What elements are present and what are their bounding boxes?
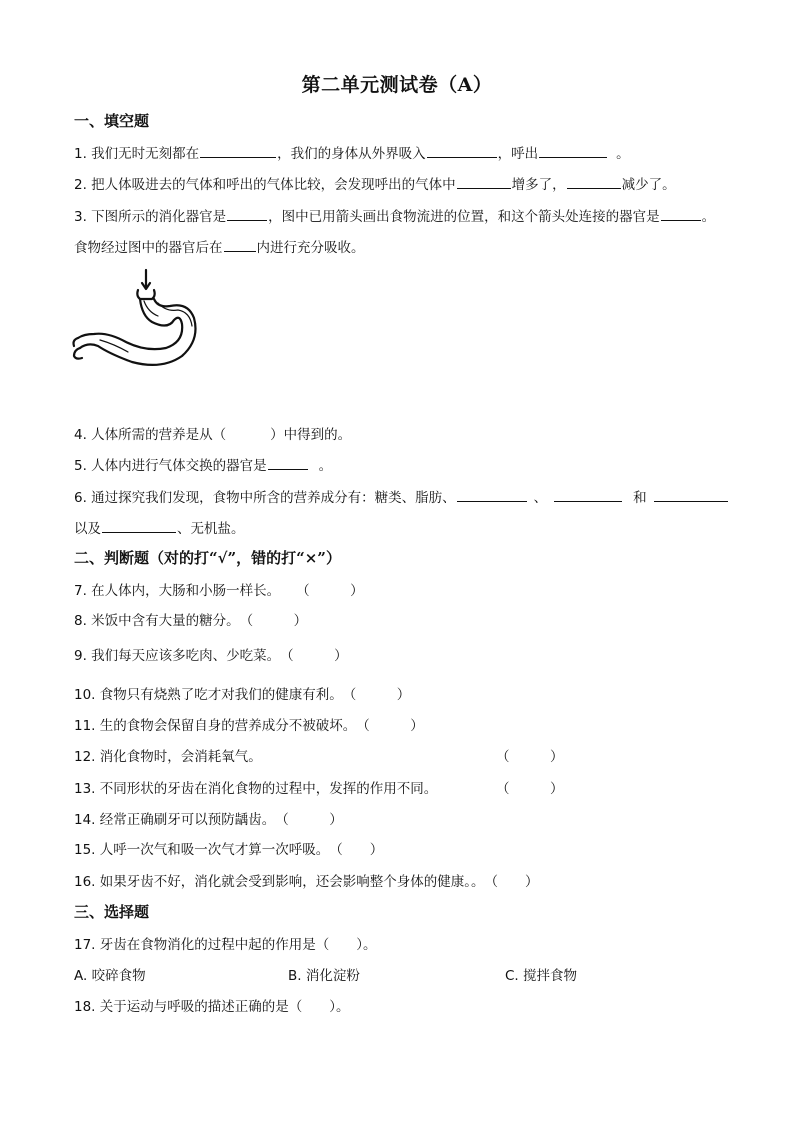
question-12	[74, 745, 564, 765]
question-text: 13. 不同形状的牙齿在消化食物的过程中，发挥的作用不同。	[74, 781, 438, 797]
question-text: 。	[318, 458, 333, 474]
stomach-illustration	[70, 268, 200, 378]
answer-blank[interactable]	[654, 487, 728, 502]
answer-blank[interactable]	[227, 206, 267, 221]
answer-blank[interactable]	[427, 143, 497, 158]
answer-paren[interactable]: （ ）	[496, 749, 564, 765]
answer-paren[interactable]: （ ）	[496, 781, 564, 797]
answer-paren[interactable]: （ ）	[329, 842, 384, 858]
answer-blank[interactable]	[102, 518, 176, 533]
answer-blank[interactable]	[200, 143, 276, 158]
question-text: 和	[633, 490, 647, 506]
question-16	[74, 870, 539, 890]
question-text: 食物经过图中的器官后在	[74, 240, 223, 256]
answer-blank[interactable]	[224, 237, 256, 252]
question-2	[74, 173, 676, 193]
option-c[interactable]: C. 搅拌食物	[505, 968, 578, 984]
question-text: 9. 我们每天应该多吃肉、少吃菜。	[74, 648, 281, 664]
question-text: 以及	[74, 521, 101, 537]
question-text: 2. 把人体吸进去的气体和呼出的气体比较，会发现呼出的气体中	[74, 177, 456, 193]
question-text: 减少了。	[621, 177, 676, 193]
question-13	[74, 777, 564, 797]
question-text: ，图中已用箭头画出食物流进的位置，和这个箭头处连接的器官是	[268, 209, 660, 225]
question-4	[74, 423, 351, 443]
question-5	[74, 454, 332, 474]
answer-blank[interactable]	[554, 487, 622, 502]
question-text: 、无机盐。	[177, 521, 245, 537]
question-text: 12. 消化食物时，会消耗氧气。	[74, 749, 262, 765]
question-text: 6. 通过探究我们发现，食物中所含的营养成分有：糖类、脂肪、	[74, 490, 456, 506]
question-text: 、	[533, 490, 548, 506]
question-3	[74, 205, 715, 225]
question-text: ，呼出	[497, 146, 539, 162]
question-text: 3. 下图所示的消化器官是	[74, 209, 227, 225]
question-11	[74, 714, 424, 734]
answer-paren[interactable]: （ ）	[342, 687, 411, 703]
question-7	[74, 579, 364, 599]
option-b[interactable]: B. 消化淀粉	[288, 968, 360, 984]
question-text: 1. 我们无时无刻都在	[74, 146, 200, 162]
question-text: 10. 食物只有烧熟了吃才对我们的健康有利。	[74, 687, 343, 703]
question-text: 11. 生的食物会保留自身的营养成分不被破坏。	[74, 718, 357, 734]
question-text: 。	[616, 146, 630, 162]
section-heading-choice: 三、选择题	[74, 903, 150, 921]
question-text: 14. 经常正确刷牙可以预防龋齿。	[74, 812, 276, 828]
answer-blank[interactable]	[457, 487, 527, 502]
answer-blank[interactable]	[457, 174, 511, 189]
question-text: 内进行充分吸收。	[256, 240, 365, 256]
answer-paren[interactable]: （ ）	[275, 812, 343, 828]
question-1	[74, 142, 630, 162]
section-heading-true-false: 二、判断题（对的打“√”，错的打“×”）	[74, 549, 341, 567]
question-text: 5. 人体内进行气体交换的器官是	[74, 458, 267, 474]
question-14	[74, 808, 343, 828]
answer-blank[interactable]	[567, 174, 621, 189]
question-text: 8. 米饭中含有大量的糖分。	[74, 613, 240, 629]
question-text: ）中得到的。	[270, 427, 352, 443]
question-text: 4. 人体所需的营养是从（	[74, 427, 227, 443]
answer-paren[interactable]: （ ）	[356, 718, 424, 734]
answer-blank[interactable]	[268, 455, 308, 470]
question-text: 16. 如果牙齿不好，消化就会受到影响，还会影响整个身体的健康。。	[74, 874, 485, 890]
question-text: 增多了，	[511, 177, 566, 193]
question-3-cont	[74, 236, 365, 256]
question-text: 。	[701, 209, 716, 225]
question-6-cont	[74, 517, 245, 537]
question-9	[74, 644, 348, 664]
question-text: 15. 人呼一次气和吸一次气才算一次呼吸。	[74, 842, 330, 858]
answer-blank[interactable]	[661, 206, 701, 221]
answer-blank[interactable]	[539, 143, 607, 158]
question-text: 7. 在人体内，大肠和小肠一样长。	[74, 583, 281, 599]
question-15	[74, 838, 383, 858]
answer-paren[interactable]: （ ）	[280, 648, 348, 664]
question-8	[74, 609, 307, 629]
answer-paren[interactable]: （ ）	[296, 583, 364, 599]
page-title: 第二单元测试卷（A）	[301, 74, 493, 96]
question-18: 18. 关于运动与呼吸的描述正确的是（ ）。	[74, 999, 350, 1015]
answer-paren[interactable]: （ ）	[484, 874, 539, 890]
answer-paren[interactable]: （ ）	[239, 613, 308, 629]
question-10	[74, 683, 410, 703]
question-6	[74, 486, 729, 506]
question-text: ，我们的身体从外界吸入	[277, 146, 426, 162]
section-heading-fill-blank: 一、填空题	[74, 112, 150, 130]
question-17: 17. 牙齿在食物消化的过程中起的作用是（ ）。	[74, 937, 377, 953]
option-a[interactable]: A. 咬碎食物	[74, 968, 146, 984]
